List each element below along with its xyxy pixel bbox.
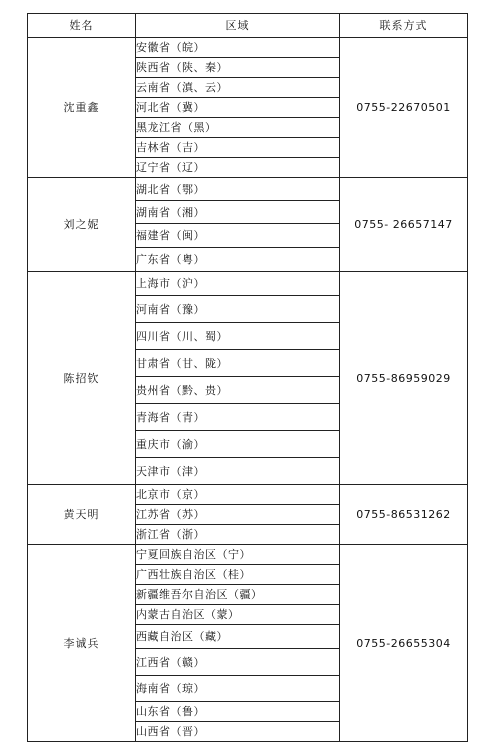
region-cell: 西藏自治区（藏） (136, 625, 340, 649)
table-row (28, 545, 468, 565)
region-cell: 宁夏回族自治区（宁） (136, 545, 340, 565)
region-cell: 黑龙江省（黑） (136, 118, 340, 138)
region-cell: 天津市（津） (136, 458, 340, 485)
region-cell: 辽宁省（辽） (136, 158, 340, 178)
region-cell: 河南省（豫） (136, 296, 340, 323)
header-row (28, 14, 468, 38)
region-cell: 湖北省（鄂） (136, 178, 340, 201)
region-cell: 广西壮族自治区（桂） (136, 565, 340, 585)
header-name: 姓名 (28, 14, 136, 38)
region-cell: 广东省（粤） (136, 248, 340, 272)
contact-phone: 0755- 26657147 (340, 178, 468, 272)
region-cell: 北京市（京） (136, 485, 340, 505)
contact-name: 陈招钦 (28, 272, 136, 485)
contact-table (27, 13, 468, 742)
contact-name: 黄天明 (28, 485, 136, 545)
header-region: 区域 (136, 14, 340, 38)
region-cell: 吉林省（吉） (136, 138, 340, 158)
region-cell: 江苏省（苏） (136, 505, 340, 525)
table-body (28, 38, 468, 742)
table-row (28, 485, 468, 505)
region-cell: 河北省（冀） (136, 98, 340, 118)
region-cell: 甘肃省（甘、陇） (136, 350, 340, 377)
region-cell: 云南省（滇、云） (136, 78, 340, 98)
header-contact: 联系方式 (340, 14, 468, 38)
table-row (28, 38, 468, 58)
region-cell: 湖南省（湘） (136, 201, 340, 224)
region-cell: 江西省（赣） (136, 649, 340, 676)
contact-phone: 0755-86959029 (340, 272, 468, 485)
contact-phone: 0755-86531262 (340, 485, 468, 545)
region-cell: 上海市（沪） (136, 272, 340, 296)
contact-name: 刘之妮 (28, 178, 136, 272)
region-cell: 重庆市（渝） (136, 431, 340, 458)
region-cell: 浙江省（浙） (136, 525, 340, 545)
region-cell: 四川省（川、蜀） (136, 323, 340, 350)
contact-name: 李诚兵 (28, 545, 136, 742)
table-row (28, 178, 468, 201)
region-cell: 福建省（闽） (136, 224, 340, 248)
region-cell: 新疆维吾尔自治区（疆） (136, 585, 340, 605)
region-cell: 贵州省（黔、贵） (136, 377, 340, 404)
region-cell: 海南省（琼） (136, 676, 340, 702)
contact-name: 沈重鑫 (28, 38, 136, 178)
contact-phone: 0755-22670501 (340, 38, 468, 178)
region-cell: 陕西省（陕、秦） (136, 58, 340, 78)
region-cell: 内蒙古自治区（蒙） (136, 605, 340, 625)
region-cell: 山西省（晋） (136, 722, 340, 742)
table-row (28, 272, 468, 296)
region-cell: 山东省（鲁） (136, 702, 340, 722)
region-cell: 安徽省（皖） (136, 38, 340, 58)
region-cell: 青海省（青） (136, 404, 340, 431)
contact-phone: 0755-26655304 (340, 545, 468, 742)
